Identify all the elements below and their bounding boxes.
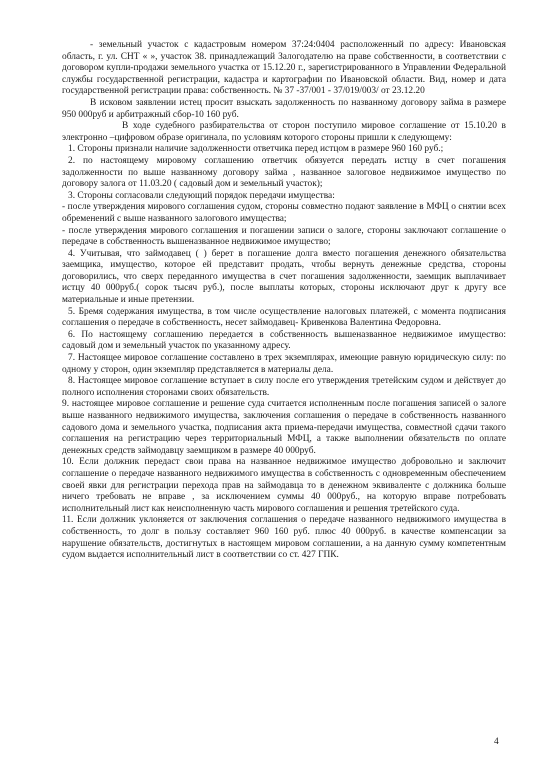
document-body: [62, 40, 506, 562]
paragraph-settlement-intro: В ходе судебного разбирательства от сторон поступило мировое соглашение от 15.10.20 в электронно –цифровом образе оригинала, по условиям которого стороны пришли к следующему:: [62, 121, 506, 143]
clause-1: 1. Стороны признали наличие задолженности ответчика перед истцом в размере 960 160 руб.;: [68, 144, 444, 155]
clause-8: 8. Настоящее мировое соглашение вступает в силу после его утверждения третейским судом и действует до полного исполнения сторонами своих обязательств.: [62, 376, 506, 398]
clause-9: 9. настоящее мировое соглашение и решение суда считается исполненным после погашения записей о залоге выше названного недвижимого имущества, заключения соглашения о передаче в собственность названного садового дома и земельного участка, подписания акта приема-передачи имущества, совместной сдачи такого соглашения на регистрацию через территориальный МФЦ, а также выполнении обязательств по оплате денежных средств займодавцу заемщиком в размере 40 000руб.: [62, 399, 506, 456]
paragraph-claim: В исковом заявлении истец просит взыскать задолженность по названному договору займа в размере 950 000руб и арбитражный сбор-10 160 руб.: [62, 97, 506, 120]
clause-5: 5. Бремя содержания имущества, в том числе осуществление налоговых платежей, с момента подписания соглашения о передаче в собственность, несет займодавец- Кривенкова Валентина Федоровна.: [62, 306, 506, 329]
clause-10: 10. Если должник передаст свои права на названное недвижимое имущество добровольно и заключит соглашение о передаче названного недвижимого имущества в собственность с одновременным обеспечением своей явки для регистрации перехода прав на займодавца то в денежном эквиваленте с должника больше ничего требовать не вправе , за исключением суммы 40 000руб., на которую вправе потребовать исполнительный лист как неисполненную часть мирового соглашения и решения третейского суда.: [62, 457, 506, 514]
clause-11: 11. Если должник уклоняется от заключения соглашения о передаче названного недвижимого имущества в собственность, то долг в пользу составляет 960 160 руб. плюс 40 000руб. в качестве компенсации за нарушение обязательств, достигнутых в настоящем мировом соглашении, а на данную сумму компетентным судом выдается исполнительный лист в соответствии со ст. 427 ГПК.: [62, 515, 506, 561]
page-number: 4: [494, 737, 499, 747]
clause-2: 2. по настоящему мировому соглашению ответчик обязуется передать истцу в счет погашения задолженности по выше названному договору займа , названное залоговое недвижимое имущество по договору залога от 11.03.20 ( садовый дом и земельный участок);: [62, 155, 506, 190]
clause-3: 3. Стороны согласовали следующий порядок передачи имущества:: [68, 190, 335, 201]
clause-6: 6. По настоящему соглашению передается в собственность вышеназванное недвижимое имущество: садовый дом и земельный участок по указанному адресу.: [62, 329, 506, 352]
clause-7: 7. Настоящее мировое соглашение составлено в трех экземплярах, имеющие равную юридическую силу: по одному у сторон, один экземпляр представляется в материалы дела.: [62, 353, 506, 375]
clause-3-item-1: - после утверждения мирового соглашения судом, стороны совместно подают заявление в МФЦ о снятии всех обременений с выше названного залогового имущества;: [62, 202, 506, 224]
clause-4: 4. Учитывая, что займодавец ( ) берет в погашение долга вместо погашения денежного обязательства заемщика, имущество, которое ей представит продать, чтобы вернуть денежные средства, стороны договорились, что сверх переданного имущества в счет погашения задолженности, заемщик выплачивает истцу 40 000руб.( сорок тысяч руб.), после выплаты которых, стороны исключают друг к другу все материальные и иные претензии.: [62, 248, 506, 306]
clause-3-item-2: - после утверждения мирового соглашения и погашении записи о залоге, стороны заключают соглашение о передаче в собственность вышеназванное недвижимое имущество;: [62, 225, 506, 248]
paragraph-property-description: - земельный участок с кадастровым номером 37:24:0404 расположенный по адресу: Ивановская область, г. ул. СНТ « », участок 38. принадлежащий Залогодателю на праве собственности, в соответствии с договором купли-продажи земельного участка от 15.12.20 г., зарегистрированного в Управлении Федеральной службы государственной регистрации, кадастра и картографии по Ивановской области. Вид, номер и дата государственной регистрации права: собственность. № 37 -37/001 - 37/019/003/ от 23.12.20: [62, 40, 506, 97]
